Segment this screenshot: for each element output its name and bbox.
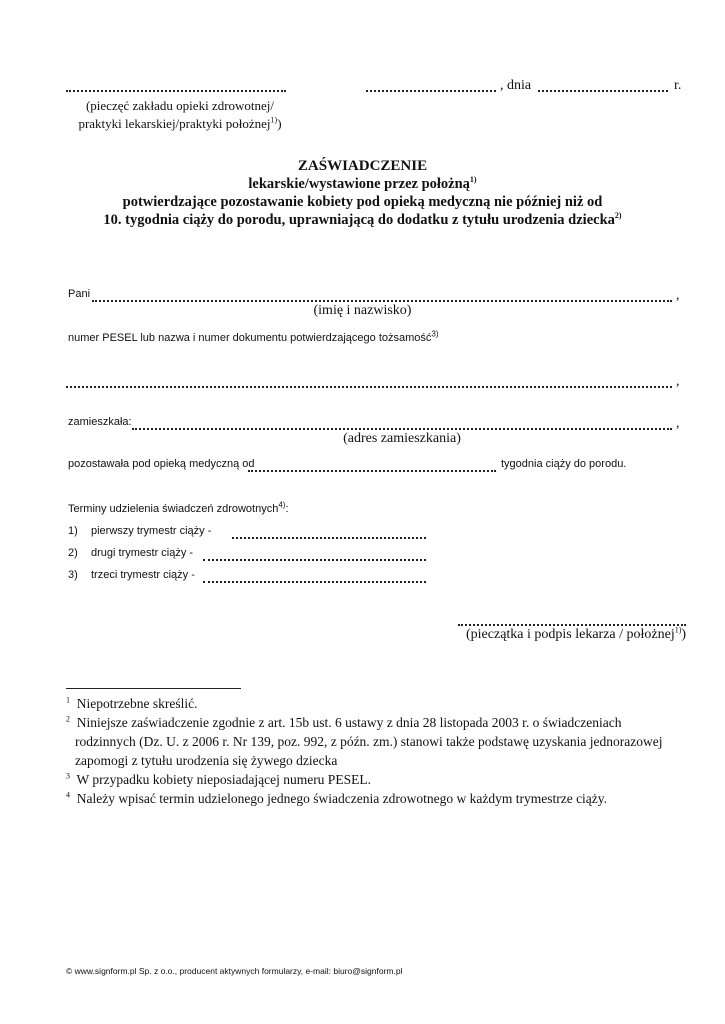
pesel-comma: ,: [676, 374, 680, 389]
date-line[interactable]: [538, 90, 668, 92]
footer-text: © www.signform.pl Sp. z o.o., producent aktywnych formularzy, e-mail: biuro@signform.pl: [66, 966, 403, 976]
stamp-caption: [60, 97, 300, 133]
trimester-3-num: 3): [68, 569, 78, 581]
footnote-2: $^2$ Niniejsze zaświadczenie zgodnie z art. 15b ust. 6 ustawy z dnia 28 listopada 2003 r. o świadczeniach: [66, 714, 622, 730]
title-line4: 10. tygodnia ciąży do porodu, uprawniającą do dodatku z tytułu urodzenia dziecka$^{2)}$: [103, 211, 622, 228]
care-suffix: tygodnia ciąży do porodu.: [501, 458, 627, 470]
title-line2: lekarskie/wystawione przez położną$^{1)}$: [248, 175, 477, 192]
place-line[interactable]: [366, 90, 496, 92]
name-caption: (imię i nazwisko): [313, 303, 412, 318]
footnote-1: $^1$ Niepotrzebne skreślić.: [66, 695, 198, 711]
pani-label: Pani: [68, 288, 91, 300]
stamp-caption-line2: praktyki lekarskiej/praktyki położnej$^{1)}$): [78, 115, 282, 131]
terms-label: Terminy udzielenia świadczeń zdrowotnych$^{4)}$:: [68, 500, 289, 515]
date-label: , dnia: [500, 78, 532, 93]
document-title: [0, 158, 725, 175]
address-field[interactable]: [132, 428, 672, 430]
document-title-main: ZAŚWIADCZENIE: [297, 158, 428, 174]
trimester-3-field[interactable]: [203, 581, 426, 583]
address-comma: ,: [676, 416, 680, 431]
trimester-2-label: drugi trymestr ciąży -: [91, 547, 194, 559]
footnotes: [66, 694, 686, 808]
date-suffix: r.: [674, 78, 682, 93]
care-label: pozostawała pod opieką medyczną od: [68, 458, 255, 470]
trimester-2-num: 2): [68, 547, 78, 559]
footnote-2-cont-1: rodzinnych (Dz. U. z 2006 r. Nr 139, poz. 992, z późn. zm.) stanowi także podstawę uzyskania jednorazowej: [75, 734, 663, 749]
pesel-label: numer PESEL lub nazwa i numer dokumentu potwierdzającego tożsamość$^{3)}$: [68, 329, 439, 344]
stamp-caption-line1: (pieczęć zakładu opieki zdrowotnej/: [85, 98, 275, 113]
trimester-2-field[interactable]: [203, 559, 426, 561]
address-label: zamieszkała:: [68, 416, 132, 428]
stamp-line[interactable]: [66, 90, 286, 92]
footnote-2-cont-2: zapomogi z tytułu urodzenia się żywego dziecka: [75, 753, 338, 768]
footnote-separator: [66, 688, 241, 689]
name-field[interactable]: [92, 300, 672, 302]
trimester-1-field[interactable]: [232, 537, 426, 539]
address-caption: (adres zamieszkania): [343, 431, 461, 446]
trimester-1-label: pierwszy trymestr ciąży -: [91, 525, 212, 537]
footnote-3: $^3$ W przypadku kobiety nieposiadającej numeru PESEL.: [66, 771, 371, 787]
care-week-field[interactable]: [248, 470, 496, 472]
name-comma: ,: [676, 288, 680, 303]
pesel-field[interactable]: [66, 386, 672, 388]
signature-field[interactable]: [458, 624, 686, 626]
signature-caption: (pieczątka i podpis lekarza / położnej$^{1)}$): [466, 625, 687, 642]
footnote-4: $^4$ Należy wpisać termin udzielonego jednego świadczenia zdrowotnego w każdym trymestrze ciąży.: [66, 790, 608, 806]
trimester-3-label: trzeci trymestr ciąży -: [91, 569, 195, 581]
trimester-1-num: 1): [68, 525, 78, 537]
title-line3: potwierdzające pozostawanie kobiety pod opieką medyczną nie później niż od: [122, 194, 603, 210]
